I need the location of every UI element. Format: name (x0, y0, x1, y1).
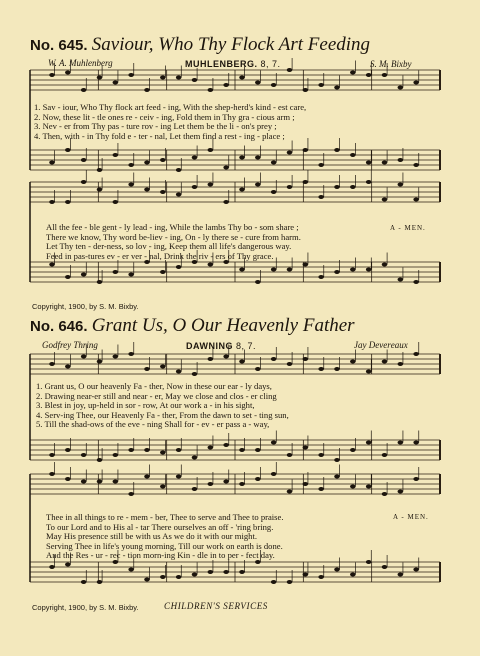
hymn-645-composer: S. M. Bixby (370, 59, 412, 69)
note-head (208, 148, 214, 152)
note-head (366, 441, 372, 445)
hymn-645-title: Saviour, Who Thy Flock Art Feeding (91, 34, 371, 55)
note-head (318, 163, 324, 167)
note-head (223, 480, 229, 484)
note-head (192, 78, 198, 82)
note-head (303, 263, 309, 267)
note-head (366, 180, 372, 184)
note-head (287, 268, 293, 272)
note-head (81, 580, 87, 584)
note-head (128, 568, 134, 572)
note-head (382, 263, 388, 267)
lyric-line: 1. Sav - iour, Who Thy flock art feed - ing, With the shep-herd's kind - est care, (34, 102, 307, 112)
note-head (334, 185, 340, 189)
note-head (413, 163, 419, 167)
note-head (176, 448, 182, 452)
note-head (398, 362, 404, 366)
note-head (287, 151, 293, 155)
note-head (65, 71, 71, 75)
note-head (287, 68, 293, 72)
note-head (81, 453, 87, 457)
note-head (81, 180, 87, 184)
note-head (350, 573, 356, 577)
hymn-646-copyright: Copyright, 1900, by S. M. Bixby. (32, 603, 139, 612)
note-head (97, 76, 103, 80)
note-head (160, 76, 166, 80)
note-head (160, 485, 166, 489)
note-head (49, 453, 55, 457)
note-head (303, 357, 309, 361)
note-head (49, 161, 55, 165)
note-head (303, 573, 309, 577)
note-head (160, 190, 166, 194)
note-head (398, 441, 404, 445)
note-head (413, 352, 419, 356)
note-head (113, 453, 119, 457)
note-head (208, 88, 214, 92)
note-head (160, 365, 166, 369)
note-head (65, 148, 71, 152)
hymn-645-copyright: Copyright, 1900, by S. M. Bixby. (32, 302, 139, 311)
note-head (271, 161, 277, 165)
note-head (255, 448, 261, 452)
note-head (413, 477, 419, 481)
note-head (192, 456, 198, 460)
note-head (144, 88, 150, 92)
note-head (128, 273, 134, 277)
note-head (287, 490, 293, 494)
note-head (334, 148, 340, 152)
page-footer: CHILDREN'S SERVICES (164, 601, 268, 611)
hymn-646-verses-a (36, 382, 289, 430)
lyric-line: 4. Serv-ing Thee, our Heavenly Fa - ther, From the dawn to set - ting sun, (36, 409, 289, 420)
note-head (382, 565, 388, 569)
note-head (239, 448, 245, 452)
lyric-line: 5. Till the shad-ows of the eve - ning Shall for - ev - er pass a - way, (36, 419, 270, 430)
note-head (287, 185, 293, 189)
note-head (208, 446, 214, 450)
note-head (366, 560, 372, 564)
note-head (144, 161, 150, 165)
hymn-645-author: W. A. Muhlenberg (48, 58, 113, 68)
note-head (113, 270, 119, 274)
note-head (271, 472, 277, 476)
note-head (128, 163, 134, 167)
note-head (239, 268, 245, 272)
note-head (318, 367, 324, 371)
hymn-645-verses-b (46, 223, 301, 261)
note-head (366, 161, 372, 165)
note-head (239, 156, 245, 160)
note-head (97, 580, 103, 584)
note-head (303, 446, 309, 450)
note-head (208, 570, 214, 574)
note-head (223, 570, 229, 574)
lyric-line: Feed in pas-tures ev - er ver - nal, Drink the riv - ers of Thy grace. (46, 250, 274, 261)
note-head (318, 83, 324, 87)
hymn-645-number: No. 645. (30, 37, 88, 54)
note-head (350, 153, 356, 157)
note-head (334, 458, 340, 462)
note-head (176, 193, 182, 197)
lyric-line: Let Thy ten - der-ness, so lov - ing, Keep them all life's dangerous way. (46, 241, 292, 252)
note-head (382, 360, 388, 364)
note-head (144, 448, 150, 452)
note-head (192, 372, 198, 376)
note-head (113, 81, 119, 85)
note-head (239, 360, 245, 364)
lyric-line: 2. Now, these lit - tle ones re - ceiv - ing, Fold them in Thy gra - cious arm ; (34, 111, 295, 122)
note-head (49, 472, 55, 476)
lyric-line: 4. Then, with - in Thy fold e - ter - nal, Let them find a rest - ing - place ; (34, 130, 285, 141)
hymn-646-amen: A - MEN. (393, 513, 429, 521)
note-head (113, 153, 119, 157)
note-head (287, 453, 293, 457)
note-head (350, 448, 356, 452)
lyric-line: To our Lord and to His al - tar There ourselves an off - 'ring bring. (46, 521, 274, 532)
note-head (49, 73, 55, 77)
hymn-646-verses-b (46, 513, 284, 561)
hymn-646-title: Grant Us, O Our Heavenly Father (91, 315, 355, 336)
note-head (366, 370, 372, 374)
note-head (350, 268, 356, 272)
note-head (255, 156, 261, 160)
note-head (160, 451, 166, 455)
note-head (303, 148, 309, 152)
note-head (255, 477, 261, 481)
note-head (239, 570, 245, 574)
note-head (350, 485, 356, 489)
note-head (81, 480, 87, 484)
note-head (144, 188, 150, 192)
note-head (49, 263, 55, 267)
note-head (366, 268, 372, 272)
note-head (271, 190, 277, 194)
note-head (366, 485, 372, 489)
note-head (97, 168, 103, 172)
note-head (65, 477, 71, 481)
note-head (192, 185, 198, 189)
note-head (113, 480, 119, 484)
note-head (49, 362, 55, 366)
note-head (97, 480, 103, 484)
note-head (128, 183, 134, 187)
note-head (208, 263, 214, 267)
note-head (334, 475, 340, 479)
note-head (366, 73, 372, 77)
note-head (334, 367, 340, 371)
note-head (271, 357, 277, 361)
hymn-646-heading (30, 315, 355, 337)
note-head (144, 578, 150, 582)
note-head (65, 200, 71, 204)
hymn-646-tune (186, 341, 256, 351)
note-head (65, 563, 71, 567)
note-head (334, 568, 340, 572)
note-head (128, 73, 134, 77)
hymn-645-amen: A - MEN. (390, 224, 426, 232)
note-head (398, 158, 404, 162)
note-head (176, 370, 182, 374)
note-head (97, 458, 103, 462)
note-head (144, 367, 150, 371)
note-head (318, 487, 324, 491)
note-head (382, 492, 388, 496)
note-head (81, 355, 87, 359)
note-head (398, 86, 404, 90)
lyric-line: All the fee - ble gent - ly lead - ing, While the lambs Thy bo - som share ; (46, 222, 299, 232)
note-head (382, 198, 388, 202)
note-head (223, 83, 229, 87)
lyric-line: 1. Grant us, O our heavenly Fa - ther, Now in these our ear - ly days, (36, 381, 272, 391)
hymn-646-author: Godfrey Thring (42, 340, 98, 350)
lyric-line: Serving Thee in life's young morning, Till our work on earth is done. (46, 540, 283, 551)
note-head (176, 475, 182, 479)
note-head (144, 475, 150, 479)
note-head (65, 448, 71, 452)
note-head (382, 161, 388, 165)
note-head (113, 355, 119, 359)
hymn-646-meter: 8, 7. (236, 341, 257, 351)
note-head (255, 183, 261, 187)
note-head (413, 568, 419, 572)
note-head (97, 280, 103, 284)
note-head (223, 200, 229, 204)
note-head (128, 492, 134, 496)
lyric-line: 3. Blest in joy, up-held in sor - row, At our work a - in his sight, (36, 400, 255, 411)
hymn-645-meter: 8, 7. (260, 59, 281, 69)
note-head (160, 158, 166, 162)
note-head (97, 188, 103, 192)
note-head (176, 76, 182, 80)
note-head (255, 81, 261, 85)
lyric-line: Thee in all things to re - mem - ber, Thee to serve and Thee to praise. (46, 512, 284, 522)
note-head (255, 280, 261, 284)
note-head (65, 365, 71, 369)
note-head (398, 278, 404, 282)
note-head (350, 71, 356, 75)
note-head (176, 168, 182, 172)
note-head (318, 195, 324, 199)
note-head (271, 83, 277, 87)
note-head (128, 448, 134, 452)
note-head (223, 166, 229, 170)
note-head (49, 565, 55, 569)
hymn-645-verses-a (34, 103, 306, 141)
hymn-646-composer: Jay Deverеaux (354, 340, 408, 350)
note-head (271, 580, 277, 584)
note-head (81, 88, 87, 92)
hymn-645-heading (30, 34, 370, 56)
note-head (398, 573, 404, 577)
note-head (128, 352, 134, 356)
note-head (160, 270, 166, 274)
note-head (271, 441, 277, 445)
lyric-line: May His presence still be with us As we do it with our might. (46, 531, 258, 542)
note-head (303, 482, 309, 486)
note-head (413, 441, 419, 445)
note-head (192, 156, 198, 160)
note-head (350, 185, 356, 189)
note-head (382, 73, 388, 77)
note-head (208, 357, 214, 361)
note-head (113, 200, 119, 204)
note-head (413, 81, 419, 85)
lyric-line: And the Res - ur - rec - tion morn-ing Kin - dle in to per - fect day. (46, 550, 275, 561)
note-head (223, 355, 229, 359)
note-head (318, 575, 324, 579)
note-head (398, 490, 404, 494)
lyric-line: There we know, Thy word be-liev - ing, On - ly there se - cure from harm. (46, 231, 301, 242)
note-head (271, 268, 277, 272)
note-head (239, 482, 245, 486)
note-head (303, 88, 309, 92)
note-head (303, 180, 309, 184)
hymn-645-tune (185, 59, 281, 69)
note-head (192, 573, 198, 577)
hymn-646-number: No. 646. (30, 318, 88, 335)
note-head (334, 270, 340, 274)
note-head (208, 183, 214, 187)
hymn-646-tune-name: DAWNING (186, 341, 233, 351)
note-head (318, 453, 324, 457)
note-head (81, 273, 87, 277)
note-head (413, 198, 419, 202)
note-head (97, 360, 103, 364)
note-head (192, 487, 198, 491)
note-head (176, 265, 182, 269)
note-head (255, 367, 261, 371)
note-head (287, 362, 293, 366)
note-head (350, 360, 356, 364)
lyric-line: 2. Drawing near-er still and near - er, May we close and clos - er cling (36, 390, 277, 401)
note-head (413, 280, 419, 284)
note-head (81, 158, 87, 162)
note-head (223, 443, 229, 447)
note-head (176, 575, 182, 579)
lyric-line: 3. Nev - er from Thy pas - ture rov - ing Let them be the li - on's prey ; (34, 121, 277, 132)
note-head (398, 183, 404, 187)
note-head (382, 453, 388, 457)
note-head (318, 275, 324, 279)
note-head (208, 482, 214, 486)
note-head (239, 76, 245, 80)
note-head (160, 575, 166, 579)
note-head (49, 200, 55, 204)
note-head (239, 188, 245, 192)
note-head (334, 86, 340, 90)
hymn-645-tune-name: MUHLENBERG. (185, 59, 258, 69)
note-head (287, 580, 293, 584)
note-head (65, 275, 71, 279)
